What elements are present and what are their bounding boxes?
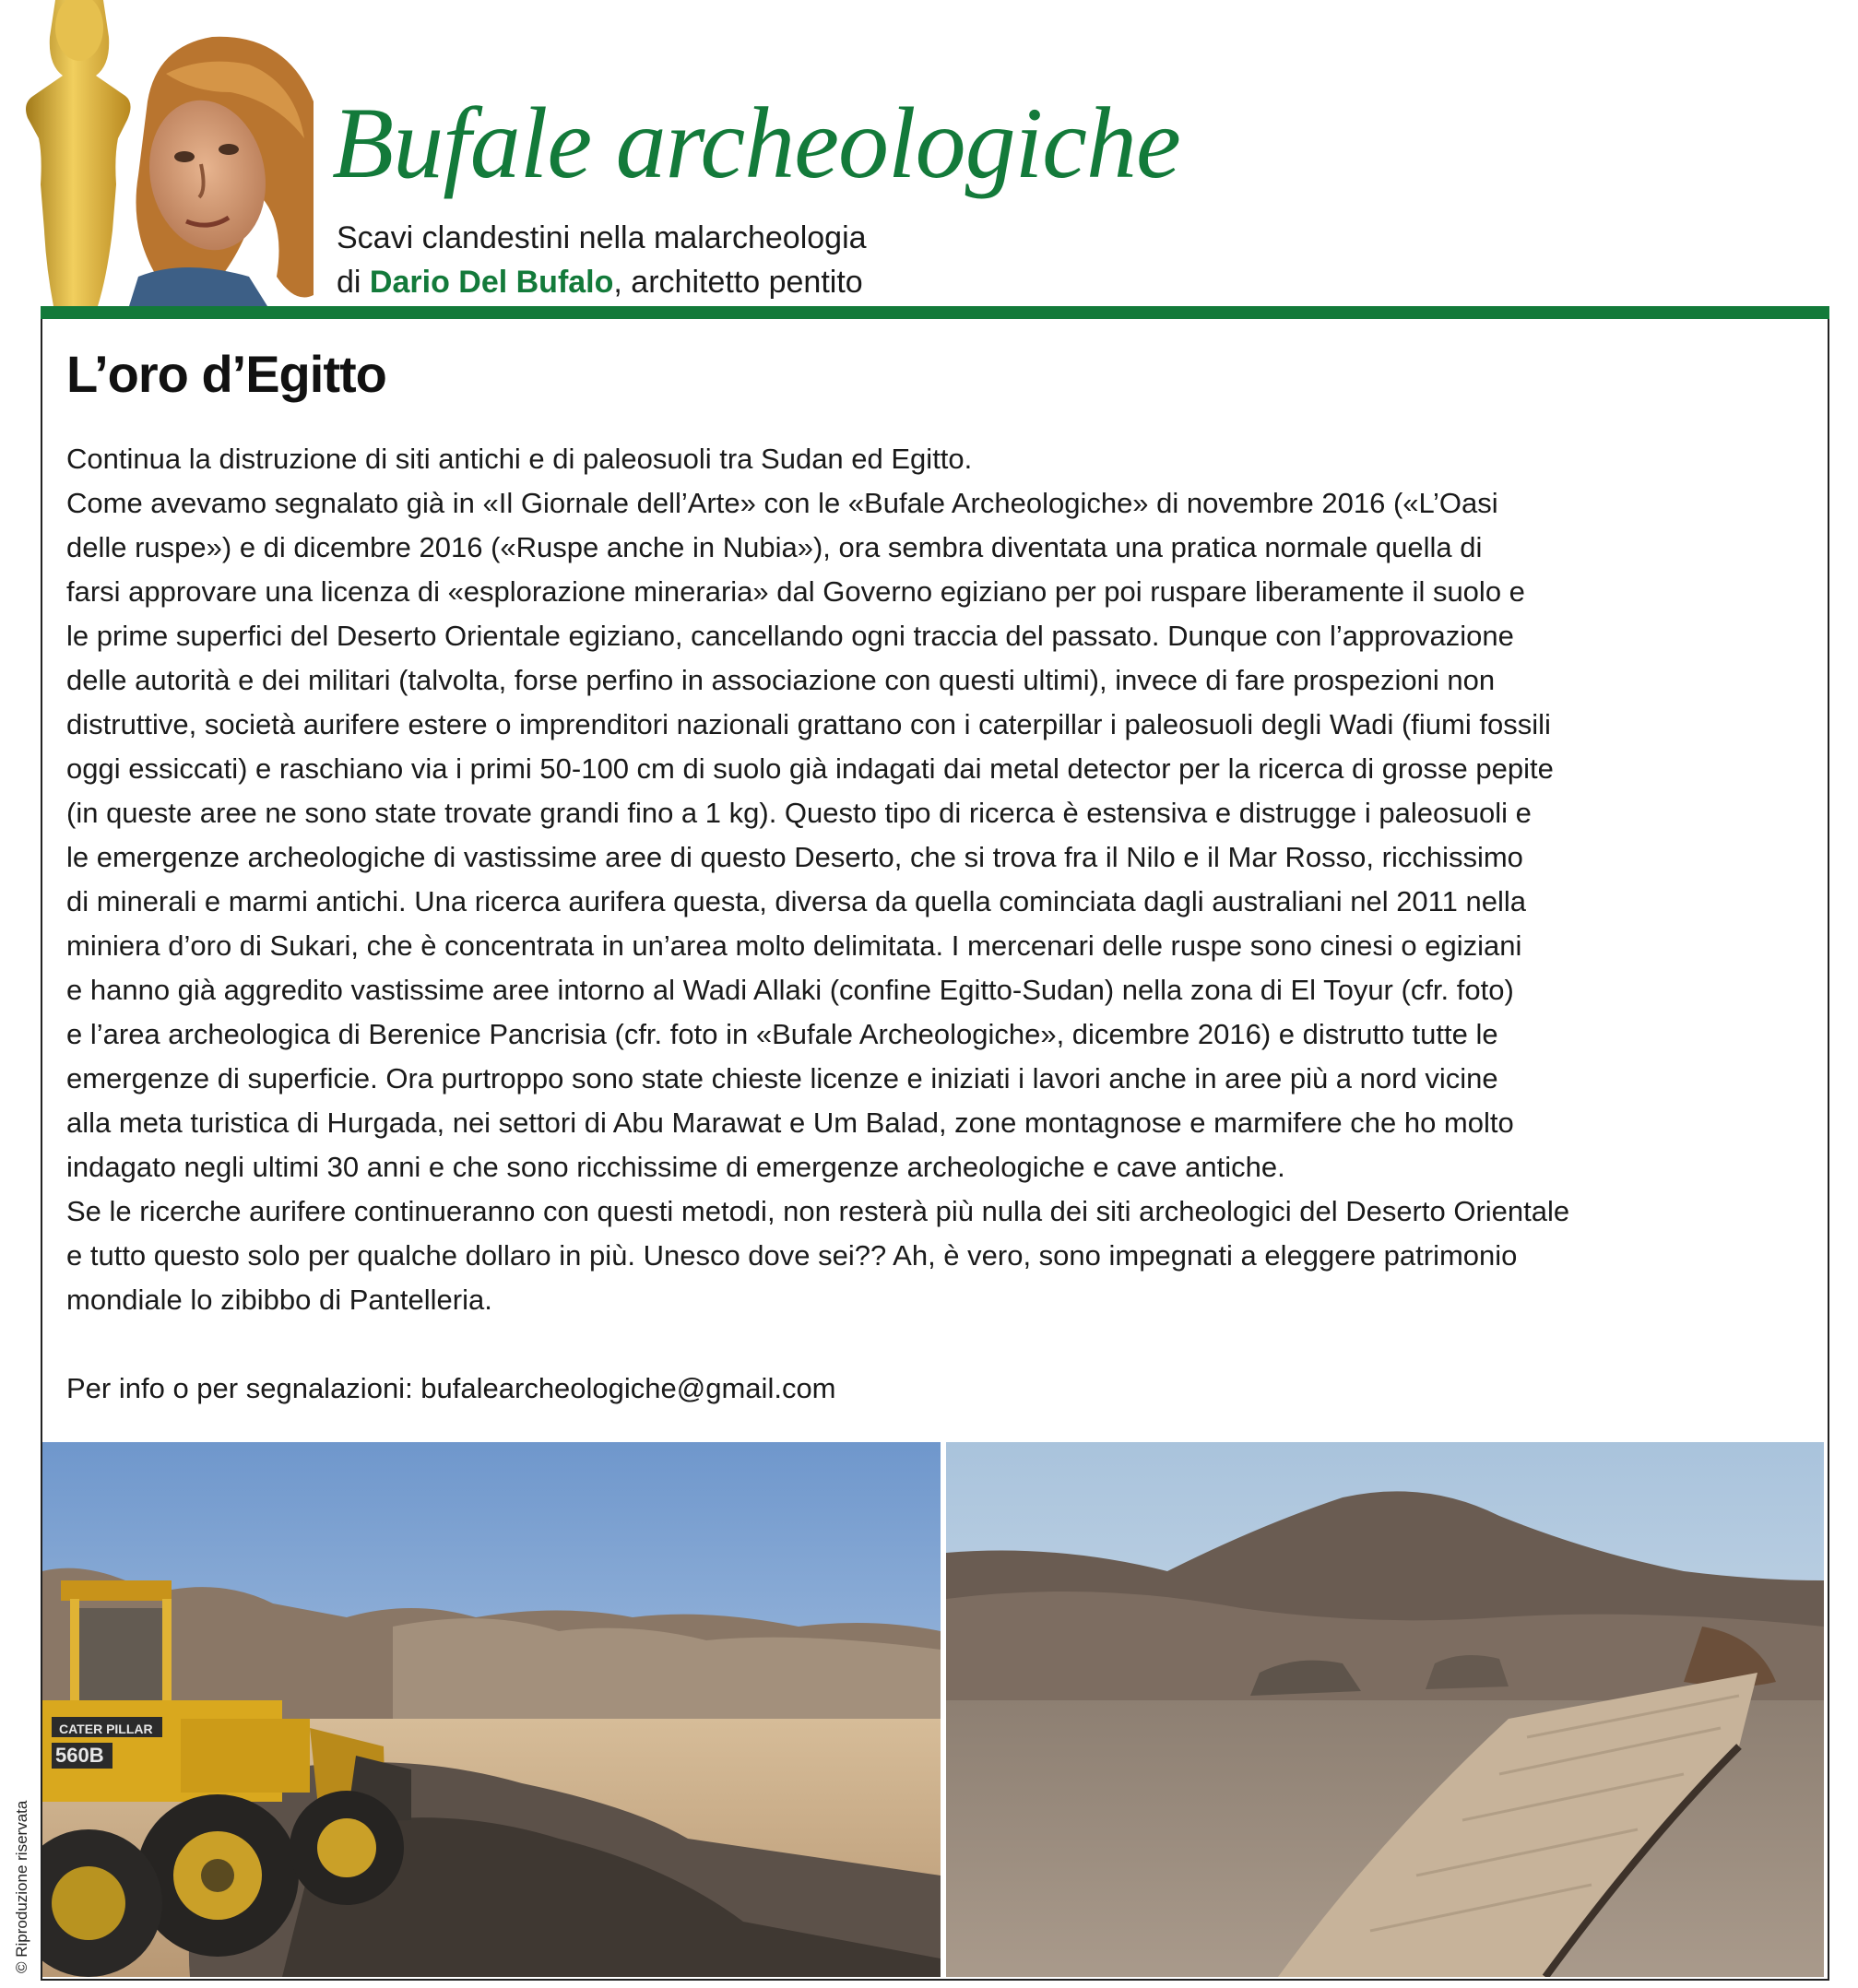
- body-line: Come avevamo segnalato già in «Il Giornale dell’Arte» con le «Bufale Archeologiche» di novembre 2016 («L’Oasi: [66, 487, 1498, 519]
- byline-prefix: di: [337, 265, 370, 300]
- body-line: e tutto questo solo per qualche dollaro in più. Unesco dove sei?? Ah, è vero, sono impegnati a eleggere patrimonio: [66, 1239, 1518, 1272]
- body-line: distruttive, società aurifere estere o imprenditori nazionali grattano con i caterpillar i paleosuoli degli Wadi (fiumi fossili: [66, 708, 1551, 740]
- body-line: di minerali e marmi antichi. Una ricerca aurifera questa, diversa da quella cominciata dagli australiani nel 2011 nella: [66, 885, 1526, 917]
- column-byline: [337, 260, 867, 304]
- body-line: delle ruspe») e di dicembre 2016 («Ruspe anche in Nubia»), ora sembra diventata una pratica normale quella di: [66, 531, 1483, 563]
- body-line: miniera d’oro di Sukari, che è concentrata in un’area molto delimitata. I mercenari delle ruspe sono cinesi o egiziani: [66, 929, 1522, 962]
- article-title: L’oro d’Egitto: [66, 345, 386, 403]
- body-line: Se le ricerche aurifere continueranno con questi metodi, non resterà più nulla dei siti archeologici del Deserto Orientale: [66, 1195, 1570, 1227]
- author-name: Dario Del Bufalo: [369, 265, 614, 300]
- body-line: le prime superfici del Deserto Orientale egiziano, cancellando ogni traccia del passato. Dunque con l’approvazione: [66, 620, 1514, 652]
- body-line: delle autorità e dei militari (talvolta, forse perfino in associazione con questi ultimi), invece di fare prospezioni non: [66, 664, 1496, 696]
- body-line: alla meta turistica di Hurgada, nei settori di Abu Marawat e Um Balad, zone montagnose e marmifere che ho molto: [66, 1106, 1514, 1139]
- article-body: [66, 437, 1828, 1322]
- loader-model: 560B: [55, 1744, 104, 1767]
- loader-brand: CATER PILLAR: [59, 1722, 153, 1736]
- photo-loader-desert: [42, 1442, 941, 1977]
- copyright-credit: © Riproduzione riservata: [13, 1800, 30, 1973]
- body-line: (in queste aree ne sono state trovate grandi fino a 1 kg). Questo tipo di ricerca è estensiva e distrugge i paleosuoli e: [66, 797, 1532, 829]
- body-line: emergenze di superficie. Ora purtroppo sono state chieste licenze e iniziati i lavori anche in aree più a nord vicine: [66, 1062, 1498, 1095]
- photo-scraped-desert: [946, 1442, 1824, 1977]
- body-line: indagato negli ultimi 30 anni e che sono ricchissime di emergenze archeologiche e cave antiche.: [66, 1151, 1285, 1183]
- column-title: Bufale archeologiche: [332, 87, 1180, 199]
- body-line: Continua la distruzione di siti antichi e di paleosuoli tra Sudan ed Egitto.: [66, 443, 973, 475]
- contact-line: Per info o per segnalazioni: bufalearcheologiche@gmail.com: [66, 1372, 836, 1404]
- body-line: le emergenze archeologiche di vastissime aree di questo Deserto, che si trova fra il Nilo e il Mar Rosso, ricchissimo: [66, 841, 1523, 873]
- body-line: farsi approvare una licenza di «esplorazione mineraria» dal Governo egiziano per poi ruspare liberamente il suolo e: [66, 575, 1525, 608]
- header-rule: [41, 306, 1829, 319]
- body-line: e hanno già aggredito vastissime aree intorno al Wadi Allaki (confine Egitto-Sudan) nella zona di El Toyur (cfr. foto): [66, 974, 1514, 1006]
- author-portrait: [18, 0, 314, 306]
- column-subtitle: Scavi clandestini nella malarcheologia: [337, 220, 867, 255]
- column-header: [0, 0, 1858, 314]
- byline-suffix: , architetto pentito: [613, 265, 863, 300]
- column-subtitle-block: [337, 216, 867, 304]
- body-line: e l’area archeologica di Berenice Pancrisia (cfr. foto in «Bufale Archeologiche», dicembre 2016) e distrutto tutte le: [66, 1018, 1498, 1050]
- body-line: oggi essiccati) e raschiano via i primi 50-100 cm di suolo già indagati dai metal detector per la ricerca di grosse pepite: [66, 752, 1554, 785]
- body-line: mondiale lo zibibbo di Pantelleria.: [66, 1284, 492, 1316]
